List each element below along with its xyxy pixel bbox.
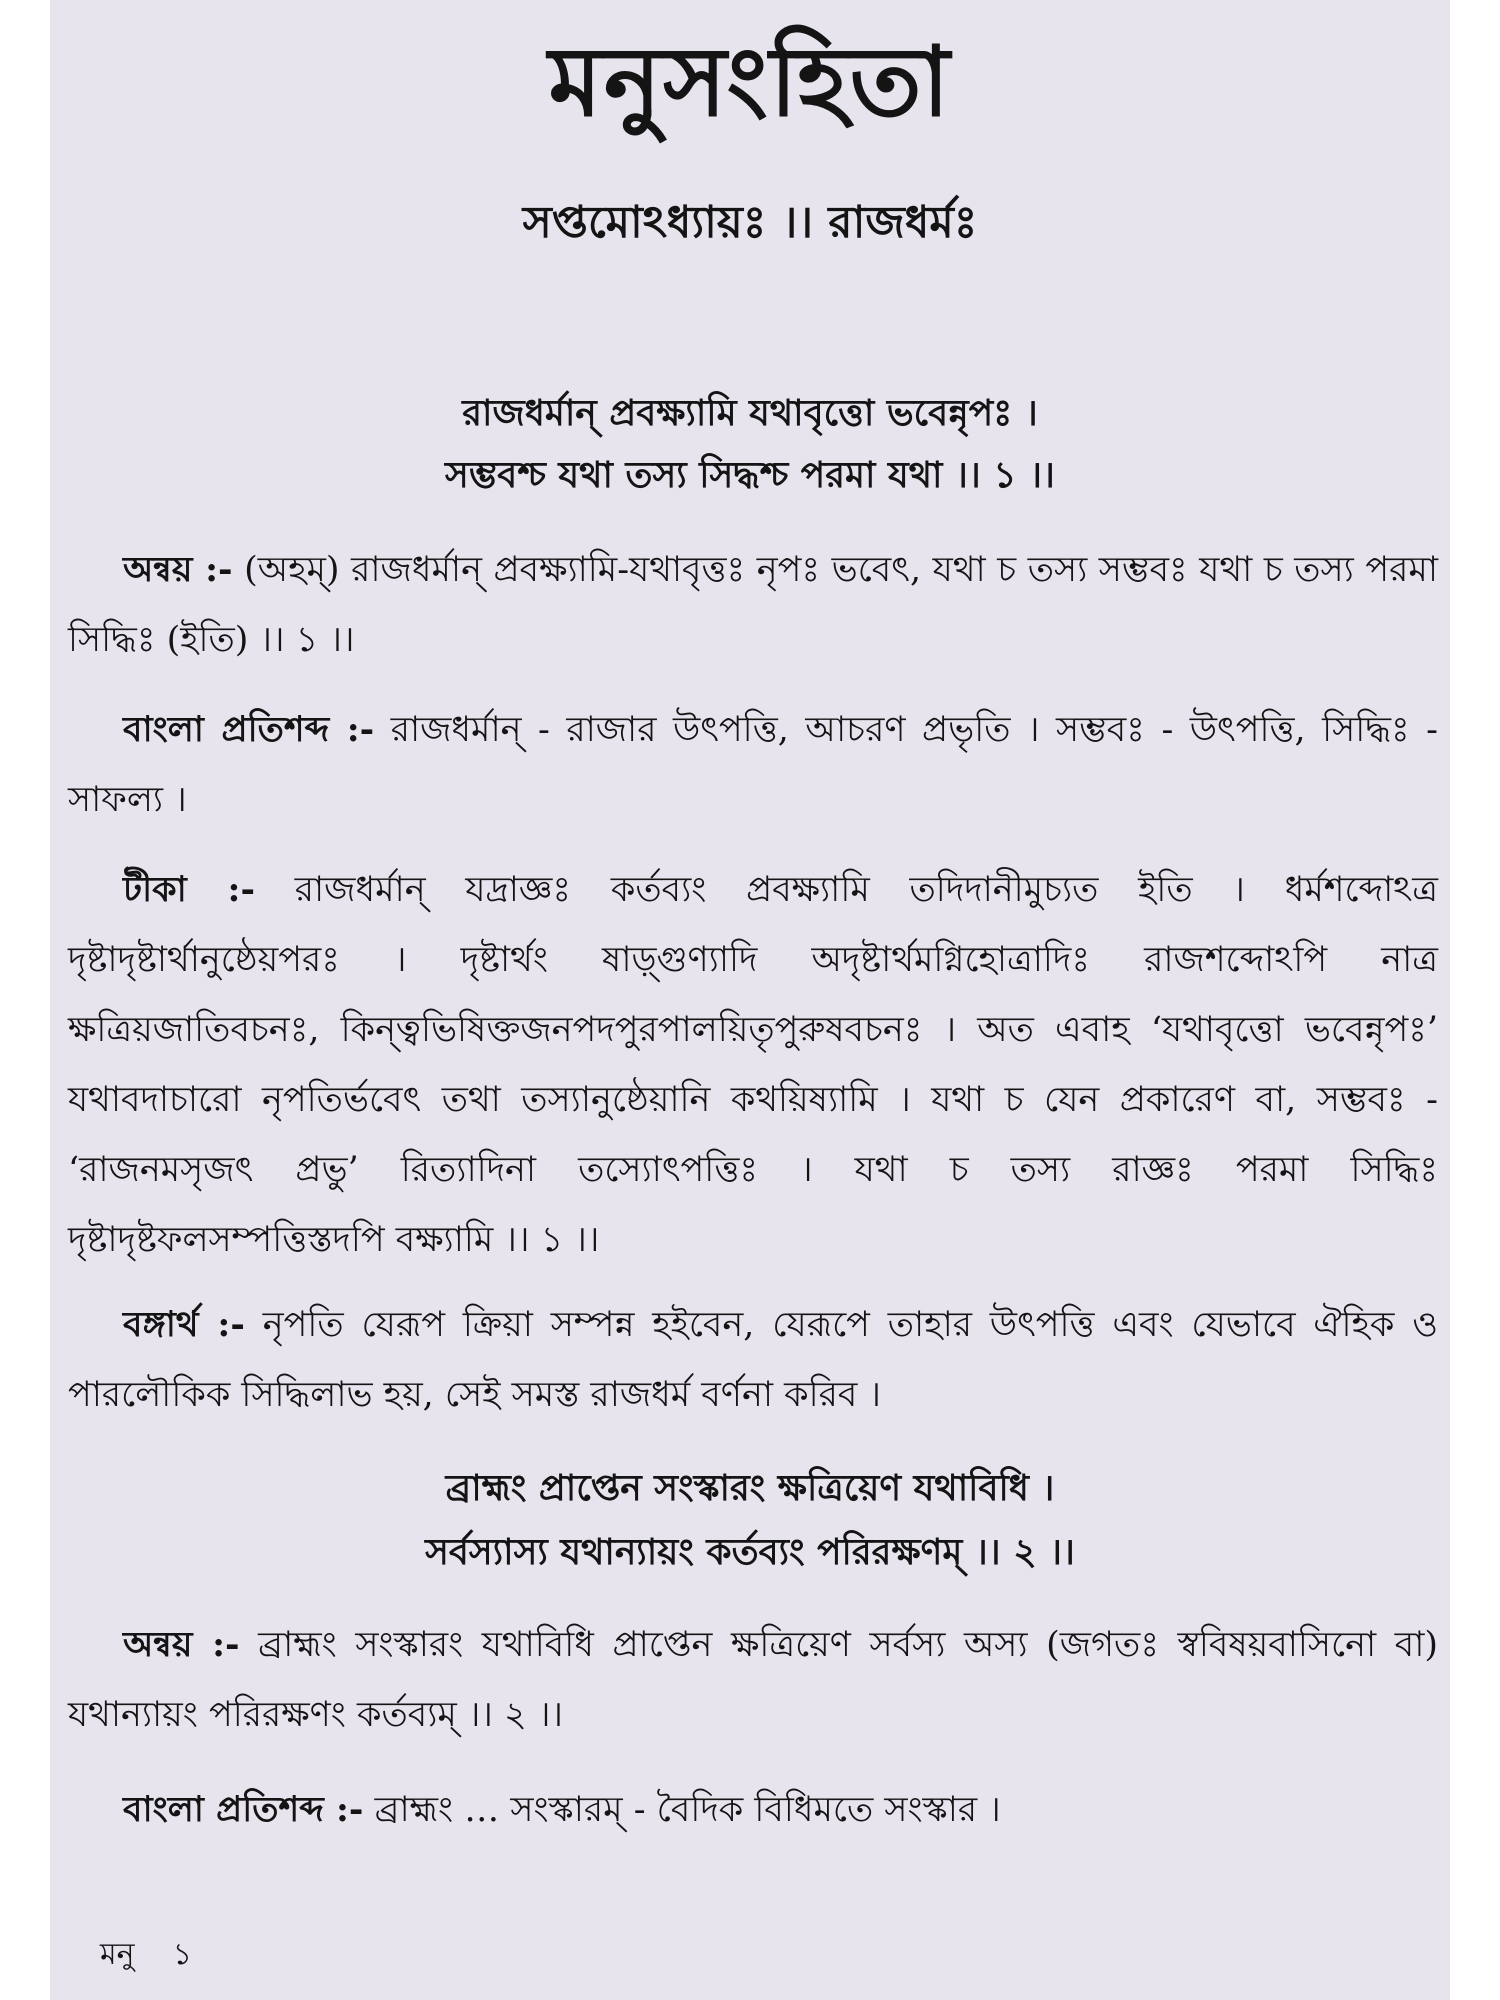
tika-1-label: টীকা :-: [123, 869, 255, 910]
tika-1-text: রাজধর্মান্ যদ্রাজ্ঞঃ কর্তব্যং প্রবক্ষ্যামি তদিদানীমুচ্যত ইতি । ধর্মশব্দোঽত্র দৃষ্টাদৃষ্টার্থানুষ্ঠেয়পরঃ । দৃষ্টার্থং ষাড়্গুণ্যাদি অদৃষ্টার্থমগ্নিহোত্রাদিঃ রাজশব্দোঽপি নাত্র ক্ষত্রিয়জাতিবচনঃ, কিন্ত্বভিষিক্তজনপদপুরপালয়িতৃপুরুষবচনঃ । অত এবাহ ‘যথাবৃত্তো ভবেন্নৃপঃ’ যথাবদাচারো নৃপতির্ভবেৎ তথা তস্যানুষ্ঠেয়ানি কথয়িষ্যামি । যথা চ যেন প্রকারেণ বা, সম্ভবঃ - ‘রাজনমসৃজৎ প্রভু’ রিত্যাদিনা তস্যোৎপত্তিঃ । যথা চ তস্য রাজ্ঞঃ পরমা সিদ্ধিঃ দৃষ্টাদৃষ্টফলসম্পত্তিস্তদপি বক্ষ্যামি ।। ১ ।।: [68, 870, 1438, 1260]
anvaya-2-label: অন্বয় :-: [123, 1624, 240, 1665]
bangartha-1-label: বঙ্গার্থ :-: [123, 1304, 245, 1345]
verse-2: [50, 1465, 1450, 1575]
footer-book-name: মনু: [100, 1937, 135, 1972]
book-title: মনুসংহিতা: [548, 25, 952, 138]
anvaya-1: [68, 535, 1438, 675]
pratishabda-2: [68, 1775, 1438, 1845]
chapter-heading: সপ্তমোঽধ্যায়ঃ ।। রাজধর্মঃ: [522, 197, 978, 248]
book-page: [50, 0, 1450, 2000]
tika-1: [68, 855, 1438, 1275]
anvaya-2-text: ব্রাহ্মং সংস্কারং যথাবিধি প্রাপ্তেন ক্ষত্রিয়েণ সর্বস্য অস্য (জগতঃ স্ববিষয়বাসিনো বা) যথান্যায়ং পরিরক্ষণং কর্তব্যম্ ।। ২ ।।: [68, 1625, 1438, 1735]
bangartha-1: [68, 1290, 1438, 1430]
anvaya-1-text: (অহম্) রাজধর্মান্ প্রবক্ষ্যামি-যথাবৃত্তঃ নৃপঃ ভবেৎ, যথা চ তস্য সম্ভবঃ যথা চ তস্য পরমা সিদ্ধিঃ (ইতি) ।। ১ ।।: [68, 550, 1438, 660]
verse-1: [50, 390, 1450, 498]
pratishabda-1: [68, 695, 1438, 835]
pratishabda-2-label: বাংলা প্রতিশব্দ :-: [123, 1789, 364, 1830]
page-number: ১: [172, 1937, 193, 1972]
pratishabda-2-text: ব্রাহ্মং … সংস্কারম্ - বৈদিক বিধিমতে সংস্কার ।: [363, 1790, 1001, 1830]
anvaya-1-label: অন্বয় :-: [123, 549, 233, 590]
verse-1-line-2: সম্ভবশ্চ যথা তস্য সিদ্ধশ্চ পরমা যথা ।। ১ ।।: [445, 454, 1055, 496]
anvaya-2: [68, 1610, 1438, 1750]
verse-1-line-1: রাজধর্মান্ প্রবক্ষ্যামি যথাবৃত্তো ভবেন্নৃপঃ ।: [462, 392, 1038, 434]
pratishabda-1-label: বাংলা প্রতিশব্দ :-: [123, 709, 375, 750]
page-footer: [100, 1935, 230, 1975]
pratishabda-1-text: রাজধর্মান্ - রাজার উৎপত্তি, আচরণ প্রভৃতি । সম্ভবঃ - উৎপত্তি, সিদ্ধিঃ - সাফল্য ।: [68, 710, 1438, 820]
verse-2-line-1: ব্রাহ্মং প্রাপ্তেন সংস্কারং ক্ষত্রিয়েণ যথাবিধি ।: [445, 1467, 1055, 1509]
verse-2-line-2: সর্বস্যাস্য যথান্যায়ং কর্তব্যং পরিরক্ষণম্ ।। ২ ।।: [425, 1531, 1075, 1573]
bangartha-1-text: নৃপতি যেরূপ ক্রিয়া সম্পন্ন হইবেন, যেরূপে তাহার উৎপত্তি এবং যেভাবে ঐহিক ও পারলৌকিক সিদ্ধিলাভ হয়, সেই সমস্ত রাজধর্ম বর্ণনা করিব ।: [68, 1305, 1438, 1415]
